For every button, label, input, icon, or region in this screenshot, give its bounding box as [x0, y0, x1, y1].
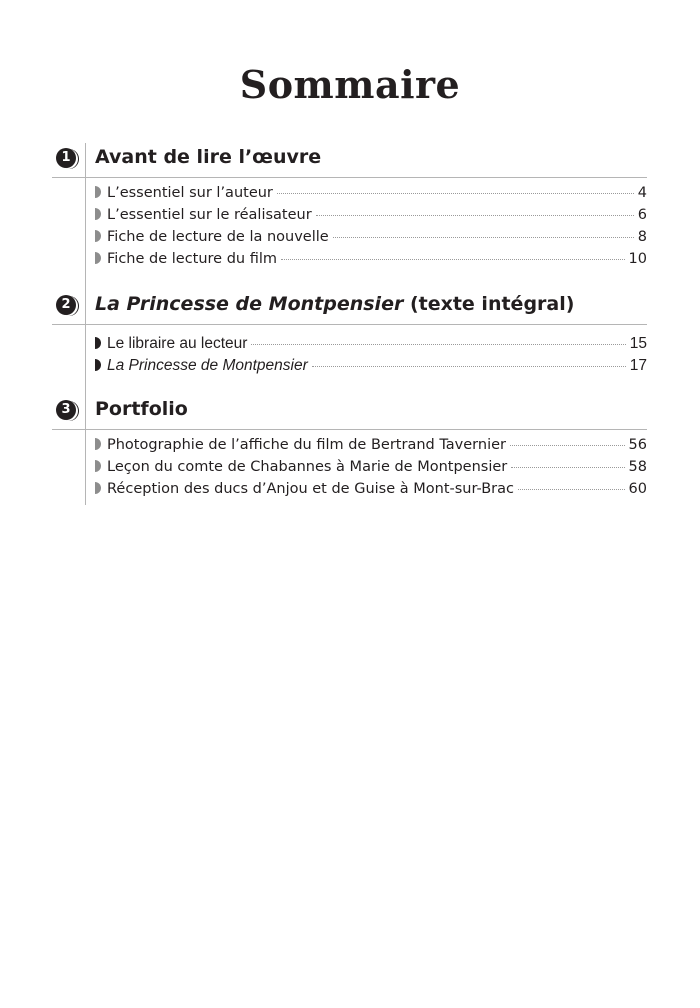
page-title: Sommaire [239, 62, 461, 107]
bullet-icon [95, 438, 101, 450]
page-number: 60 [628, 481, 647, 497]
divider [52, 177, 647, 178]
section-3-entries [95, 437, 647, 503]
divider [52, 429, 647, 430]
entry-label: Photographie de l’affiche du film de Bertrand Tavernier [107, 437, 506, 453]
page-number: 4 [637, 185, 647, 201]
entry-label: L’essentiel sur le réalisateur [107, 207, 312, 223]
bullet-icon [95, 186, 101, 198]
section-number-badge: 1 [56, 148, 76, 168]
bullet-icon [95, 337, 101, 349]
toc-entry[interactable] [95, 335, 647, 357]
page-number: 10 [628, 251, 647, 267]
bullet-icon [95, 230, 101, 242]
dot-leader [312, 365, 626, 367]
dot-leader [251, 343, 625, 345]
section-number-badge: 3 [56, 400, 76, 420]
divider [52, 324, 647, 325]
entry-label: Le libraire au lecteur [107, 335, 248, 352]
entry-label: Fiche de lecture du film [107, 251, 277, 267]
bullet-icon [95, 482, 101, 494]
section-2-heading [52, 291, 647, 325]
toc-entry[interactable] [95, 459, 647, 481]
dot-leader [333, 236, 634, 238]
page-number: 6 [637, 207, 647, 223]
entry-label: Fiche de lecture de la nouvelle [107, 229, 329, 245]
section-1-entries [95, 185, 647, 273]
page-number: 56 [628, 437, 647, 453]
bullet-icon [95, 460, 101, 472]
dot-leader [518, 488, 625, 490]
entry-label: Leçon du comte de Chabannes à Marie de Montpensier [107, 459, 508, 475]
page-number: 58 [628, 459, 647, 475]
dot-leader [281, 258, 625, 260]
section-title-italic: La Princesse de Montpensier [95, 293, 404, 315]
page-number: 17 [629, 357, 647, 374]
entry-label: La Princesse de Montpensier [107, 357, 308, 374]
bullet-icon [95, 252, 101, 264]
toc-entry[interactable] [95, 207, 647, 229]
dot-leader [277, 192, 634, 194]
toc-entry[interactable] [95, 251, 647, 273]
toc-entry[interactable] [95, 357, 647, 379]
section-3-heading [52, 396, 647, 430]
section-title: Avant de lire l’œuvre [95, 146, 322, 168]
toc-entry[interactable] [95, 437, 647, 459]
section-title-rest: (texte intégral) [403, 293, 575, 315]
bullet-icon [95, 208, 101, 220]
dot-leader [511, 466, 624, 468]
entry-label: L’essentiel sur l’auteur [107, 185, 273, 201]
section-2-entries [95, 335, 647, 379]
section-title: Portfolio [95, 398, 188, 420]
page-number: 15 [629, 335, 647, 352]
dot-leader [316, 214, 634, 216]
toc-entry[interactable] [95, 229, 647, 251]
bullet-icon [95, 359, 101, 371]
page-number: 8 [637, 229, 647, 245]
section-1-heading [52, 144, 647, 178]
section-title [95, 293, 574, 315]
entry-label: Réception des ducs d’Anjou et de Guise à Mont-sur-Brac [107, 481, 514, 497]
dot-leader [510, 444, 625, 446]
section-number-badge: 2 [56, 295, 76, 315]
toc-entry[interactable] [95, 481, 647, 503]
toc-entry[interactable] [95, 185, 647, 207]
